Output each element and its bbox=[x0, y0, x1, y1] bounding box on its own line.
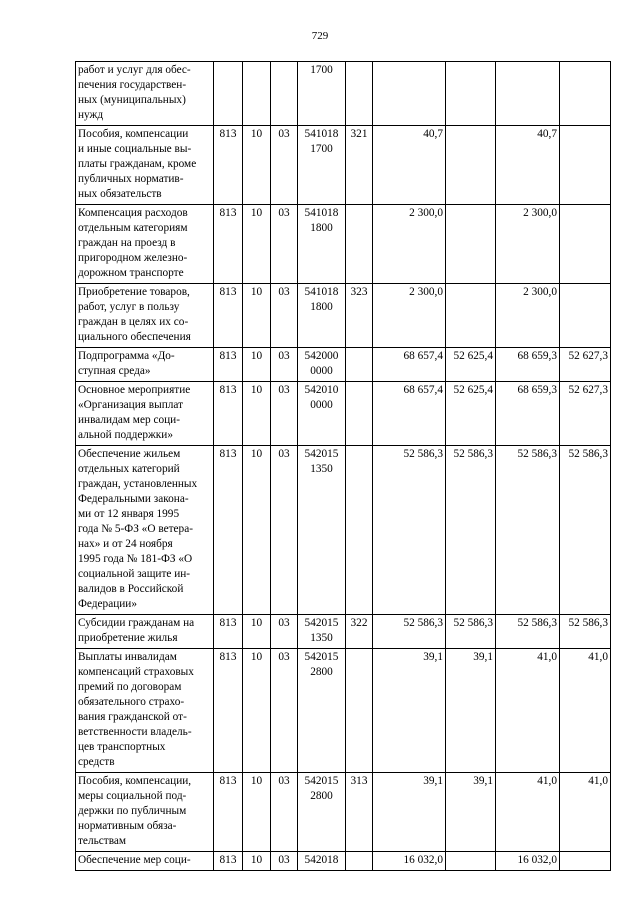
row-ministry-code: 813 bbox=[214, 382, 243, 446]
table-row bbox=[76, 446, 611, 615]
table-row bbox=[76, 284, 611, 348]
row-expense-type bbox=[346, 446, 373, 615]
row-amount-1: 40,7 bbox=[373, 126, 446, 205]
table-row bbox=[76, 62, 611, 126]
row-target-article: 542015 1350 bbox=[298, 446, 346, 615]
row-amount-3: 68 659,3 bbox=[496, 382, 560, 446]
row-amount-4 bbox=[560, 126, 611, 205]
row-amount-1: 39,1 bbox=[373, 649, 446, 773]
row-amount-2 bbox=[446, 62, 496, 126]
row-expense-type: 323 bbox=[346, 284, 373, 348]
table-row bbox=[76, 382, 611, 446]
row-amount-1: 39,1 bbox=[373, 773, 446, 852]
row-ministry-code: 813 bbox=[214, 126, 243, 205]
budget-table bbox=[75, 61, 611, 871]
row-amount-3: 41,0 bbox=[496, 773, 560, 852]
row-subsection-code: 03 bbox=[271, 382, 298, 446]
row-ministry-code: 813 bbox=[214, 205, 243, 284]
row-section-code: 10 bbox=[243, 284, 271, 348]
row-expense-type bbox=[346, 205, 373, 284]
row-amount-1: 2 300,0 bbox=[373, 205, 446, 284]
row-description: Приобретение товаров, работ, услуг в пользу граждан в целях их со- циального обеспечения bbox=[76, 284, 214, 348]
row-section-code: 10 bbox=[243, 382, 271, 446]
row-amount-4: 41,0 bbox=[560, 773, 611, 852]
row-amount-2 bbox=[446, 284, 496, 348]
row-amount-2: 39,1 bbox=[446, 773, 496, 852]
row-target-article: 542018 bbox=[298, 852, 346, 871]
row-section-code: 10 bbox=[243, 205, 271, 284]
table-row bbox=[76, 773, 611, 852]
row-description: Субсидии гражданам на приобретение жилья bbox=[76, 615, 214, 649]
row-ministry-code: 813 bbox=[214, 284, 243, 348]
row-expense-type bbox=[346, 62, 373, 126]
row-amount-2: 52 586,3 bbox=[446, 446, 496, 615]
row-subsection-code: 03 bbox=[271, 348, 298, 382]
row-expense-type bbox=[346, 348, 373, 382]
row-section-code: 10 bbox=[243, 649, 271, 773]
row-ministry-code: 813 bbox=[214, 348, 243, 382]
row-target-article: 542015 2800 bbox=[298, 649, 346, 773]
row-subsection-code: 03 bbox=[271, 126, 298, 205]
row-amount-3: 2 300,0 bbox=[496, 284, 560, 348]
row-amount-1: 68 657,4 bbox=[373, 348, 446, 382]
row-amount-1 bbox=[373, 62, 446, 126]
row-amount-2: 39,1 bbox=[446, 649, 496, 773]
row-amount-3: 68 659,3 bbox=[496, 348, 560, 382]
row-target-article: 542010 0000 bbox=[298, 382, 346, 446]
row-amount-1: 2 300,0 bbox=[373, 284, 446, 348]
row-amount-4: 52 627,3 bbox=[560, 382, 611, 446]
row-amount-4 bbox=[560, 284, 611, 348]
row-target-article: 541018 1700 bbox=[298, 126, 346, 205]
row-amount-3 bbox=[496, 62, 560, 126]
row-subsection-code bbox=[271, 62, 298, 126]
row-amount-3: 52 586,3 bbox=[496, 446, 560, 615]
row-description: Обеспечение жильем отдельных категорий граждан, установленных Федеральными закона- ми от 12 января 1995 года № 5-ФЗ «О ветера- нах» и от 24 ноября 1995 года № 181-ФЗ «О социальной защите ин- валидов в Российской Федерации» bbox=[76, 446, 214, 615]
table-row bbox=[76, 649, 611, 773]
row-amount-1: 52 586,3 bbox=[373, 446, 446, 615]
page-number: 729 bbox=[311, 30, 329, 42]
row-section-code: 10 bbox=[243, 348, 271, 382]
row-description: Основное мероприятие «Организация выплат инвалидам мер соци- альной поддержки» bbox=[76, 382, 214, 446]
row-subsection-code: 03 bbox=[271, 852, 298, 871]
row-target-article: 542000 0000 bbox=[298, 348, 346, 382]
row-amount-4 bbox=[560, 62, 611, 126]
row-amount-1: 52 586,3 bbox=[373, 615, 446, 649]
row-amount-2 bbox=[446, 852, 496, 871]
row-amount-1: 16 032,0 bbox=[373, 852, 446, 871]
row-description: Обеспечение мер соци- bbox=[76, 852, 214, 871]
row-amount-4: 52 586,3 bbox=[560, 446, 611, 615]
table-row bbox=[76, 348, 611, 382]
row-target-article: 541018 1800 bbox=[298, 284, 346, 348]
row-amount-4: 52 586,3 bbox=[560, 615, 611, 649]
row-ministry-code: 813 bbox=[214, 773, 243, 852]
row-ministry-code: 813 bbox=[214, 649, 243, 773]
row-subsection-code: 03 bbox=[271, 773, 298, 852]
row-section-code bbox=[243, 62, 271, 126]
row-description: работ и услуг для обес- печения государствен- ных (муниципальных) нужд bbox=[76, 62, 214, 126]
row-description: Выплаты инвалидам компенсаций страховых премий по договорам обязательного страхо- вания гражданской от- ветственности владель- цев транспортных средств bbox=[76, 649, 214, 773]
table-row bbox=[76, 126, 611, 205]
row-subsection-code: 03 bbox=[271, 649, 298, 773]
row-subsection-code: 03 bbox=[271, 205, 298, 284]
row-amount-4: 52 627,3 bbox=[560, 348, 611, 382]
row-amount-3: 41,0 bbox=[496, 649, 560, 773]
row-subsection-code: 03 bbox=[271, 284, 298, 348]
row-expense-type bbox=[346, 382, 373, 446]
row-target-article: 541018 1800 bbox=[298, 205, 346, 284]
row-expense-type bbox=[346, 649, 373, 773]
table-row bbox=[76, 852, 611, 871]
row-subsection-code: 03 bbox=[271, 615, 298, 649]
row-amount-2: 52 586,3 bbox=[446, 615, 496, 649]
row-ministry-code: 813 bbox=[214, 446, 243, 615]
row-amount-4 bbox=[560, 205, 611, 284]
row-ministry-code: 813 bbox=[214, 615, 243, 649]
row-amount-3: 52 586,3 bbox=[496, 615, 560, 649]
row-ministry-code: 813 bbox=[214, 852, 243, 871]
row-amount-2 bbox=[446, 205, 496, 284]
row-target-article: 542015 2800 bbox=[298, 773, 346, 852]
row-amount-3: 16 032,0 bbox=[496, 852, 560, 871]
row-amount-2: 52 625,4 bbox=[446, 382, 496, 446]
row-amount-3: 2 300,0 bbox=[496, 205, 560, 284]
row-target-article: 542015 1350 bbox=[298, 615, 346, 649]
row-expense-type bbox=[346, 852, 373, 871]
table-row bbox=[76, 615, 611, 649]
row-amount-4 bbox=[560, 852, 611, 871]
row-expense-type: 322 bbox=[346, 615, 373, 649]
row-description: Пособия, компенсации и иные социальные вы- платы гражданам, кроме публичных норматив- ных обязательств bbox=[76, 126, 214, 205]
row-ministry-code bbox=[214, 62, 243, 126]
row-description: Компенсация расходов отдельным категориям граждан на проезд в пригородном железно- дорожном транспорте bbox=[76, 205, 214, 284]
table-row bbox=[76, 205, 611, 284]
row-description: Пособия, компенсации, меры социальной под- держки по публичным нормативным обяза- тельствам bbox=[76, 773, 214, 852]
row-section-code: 10 bbox=[243, 852, 271, 871]
row-section-code: 10 bbox=[243, 773, 271, 852]
row-section-code: 10 bbox=[243, 446, 271, 615]
row-amount-2 bbox=[446, 126, 496, 205]
row-amount-4: 41,0 bbox=[560, 649, 611, 773]
row-target-article: 1700 bbox=[298, 62, 346, 126]
row-expense-type: 321 bbox=[346, 126, 373, 205]
row-subsection-code: 03 bbox=[271, 446, 298, 615]
row-amount-2: 52 625,4 bbox=[446, 348, 496, 382]
row-section-code: 10 bbox=[243, 615, 271, 649]
row-description: Подпрограмма «До- ступная среда» bbox=[76, 348, 214, 382]
row-section-code: 10 bbox=[243, 126, 271, 205]
row-amount-3: 40,7 bbox=[496, 126, 560, 205]
row-amount-1: 68 657,4 bbox=[373, 382, 446, 446]
row-expense-type: 313 bbox=[346, 773, 373, 852]
